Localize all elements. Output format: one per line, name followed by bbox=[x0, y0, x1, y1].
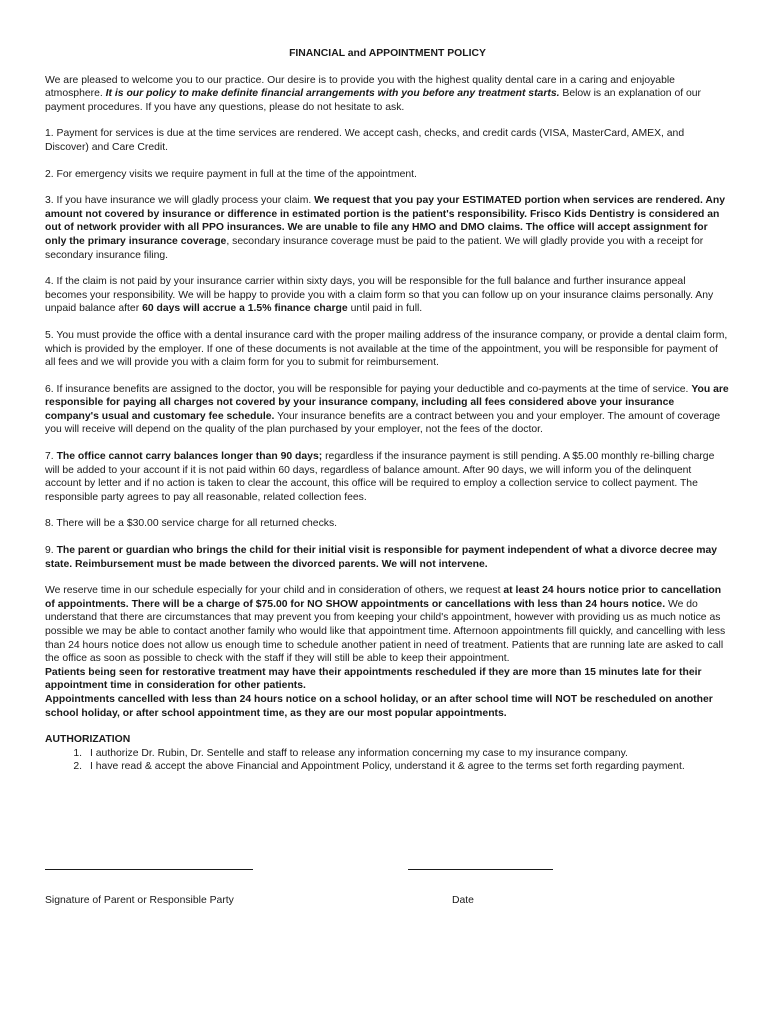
date-line[interactable] bbox=[408, 869, 553, 870]
policy-item-4: 4. If the claim is not paid by your insurance carrier within sixty days, you will be responsible for the full balance and further insurance appeal becomes your responsibility. We will be happy to provide you with a claim form so that you can follow up on your insurance claims personally. Any unpaid balance after 60 days will accrue a 1.5% finance charge until paid in full. bbox=[45, 276, 714, 315]
policy-item-9: 9. The parent or guardian who brings the child for their initial visit is responsible for payment independent of what a divorce decree may state. Reimbursement must be made between the divorced parents. We will not intervene. bbox=[45, 545, 718, 570]
list-number: 2. bbox=[73, 761, 82, 773]
restorative-late-policy: Patients being seen for restorative treatment may have their appointments rescheduled if they are more than 15 minutes late for their appointment time in consideration for other patients. bbox=[45, 666, 702, 692]
authorization-text: I have read & accept the above Financial and Appointment Policy, understand it & agree to the terms set forth regarding payment. bbox=[90, 761, 685, 773]
policy-item-1: 1. Payment for services is due at the time services are rendered. We accept cash, checks, and credit cards (VISA, MasterCard, AMEX, and Discover) and Care Credit. bbox=[45, 128, 685, 153]
policy-item-5: 5. You must provide the office with a dental insurance card with the proper mailing address of the insurance company, or provide a dental claim form, which is provided by the employer. If one of these documents is not available at the time of the appointment, you will be responsible for payment of all fees and we will provide you with a claim form for you to submit for reimbursement. bbox=[45, 329, 728, 369]
authorization-list bbox=[45, 747, 730, 774]
cancellation-paragraph: We reserve time in our schedule especially for your child and in consideration of others, we request at least 24 hours notice prior to cancellation of appointments. There will be a charge of $75.00 for NO SHOW appointments or cancellations with less than 24 hours notice. We do understand that there are circumstances that may prevent you from keeping your child's appointment, however with providing us as much notice as possible we may be able to contact another family who would like that appointment time. Afternoon appointments fill quickly, and cancelling with less than 24 hours notice does not allow us enough time to schedule another patient in need of treatment. Patients that are running late are asked to call the office as soon as possible to check with the staff if they will still be able to keep their appointment. bbox=[45, 585, 726, 665]
list-number: 1. bbox=[73, 747, 82, 759]
policy-item-7: 7. The office cannot carry balances longer than 90 days; regardless if the insurance payment is still pending. A $5.00 monthly re-billing charge will be added to your account if it is not paid within 60 days, regardless of balance amount. After 90 days, we will inform you of the delinquent account by letter and if no action is taken to clear the account, this office will be required to employ a collection service to collect payment. The responsible party agrees to pay all reasonable, related collection fees. bbox=[45, 451, 715, 503]
signature-label: Signature of Parent or Responsible Party bbox=[45, 895, 234, 906]
authorization-text: I authorize Dr. Rubin, Dr. Sentelle and staff to release any information concerning my case to my insurance company. bbox=[90, 747, 628, 759]
date-label: Date bbox=[452, 895, 474, 906]
authorization-item bbox=[45, 760, 730, 774]
intro-paragraph: We are pleased to welcome you to our practice. Our desire is to provide you with the highest quality dental care in a caring and enjoyable atmosphere. It is our policy to make definite financial arrangements with you before any treatment starts. Below is an explanation of our payment procedures. If you have any questions, please do not hesitate to ask. bbox=[45, 74, 702, 113]
policy-item-8: 8. There will be a $30.00 service charge for all returned checks. bbox=[45, 518, 338, 530]
authorization-title: AUTHORIZATION bbox=[45, 734, 131, 746]
policy-item-6: 6. If insurance benefits are assigned to the doctor, you will be responsible for paying your deductible and co-payments at the time of service. You are responsible for paying all charges not covered by your insurance company, including all fees considered above your insurance company's usual and customary fee schedule. Your insurance benefits are a contract between you and your employer. The amount of coverage you will receive will depend on the quality of the plan purchased by your employer, not the fees of the doctor. bbox=[45, 383, 729, 436]
authorization-item bbox=[45, 747, 730, 761]
school-holiday-policy: Appointments cancelled with less than 24 hours notice on a school holiday, or an after school time will NOT be rescheduled on another school holiday, or after school appointment time, as they are our most popular appointments. bbox=[45, 693, 713, 719]
policy-item-3: 3. If you have insurance we will gladly process your claim. We request that you pay your ESTIMATED portion when services are rendered. Any amount not covered by insurance or difference in estimated portion is the patient's responsibility. Frisco Kids Dentistry is considered an out of network provider with all PPO insurances. We are unable to file any HMO and DMO claims. The office will accept assignment for only the primary insurance coverage, secondary insurance coverage must be paid to the patient. We will gladly provide you with a receipt for secondary insurance filing. bbox=[45, 195, 726, 261]
policy-item-2: 2. For emergency visits we require payment in full at the time of the appointment. bbox=[45, 168, 417, 180]
page-title: FINANCIAL and APPOINTMENT POLICY bbox=[289, 48, 486, 59]
authorization-section bbox=[45, 733, 730, 774]
cancellation-policy bbox=[45, 584, 730, 720]
signature-line[interactable] bbox=[45, 869, 253, 870]
